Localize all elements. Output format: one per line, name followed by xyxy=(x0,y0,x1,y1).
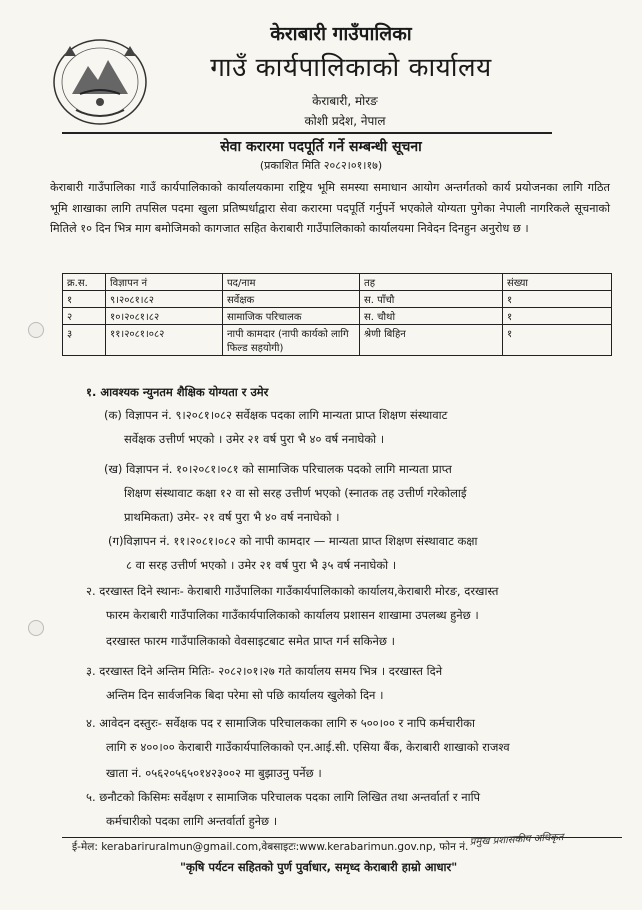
table-cell: स. चौथो xyxy=(360,308,503,325)
table-cell: १०।२०८१।८२ xyxy=(106,308,223,325)
municipality-name: केराबारी गाउँपालिका xyxy=(270,23,412,45)
table-cell: ९।२०८१।८२ xyxy=(106,291,223,308)
table-cell: १ xyxy=(503,308,612,325)
office-province: कोशी प्रदेश, नेपाल xyxy=(304,114,386,128)
vacancy-table xyxy=(62,273,612,356)
notice-intro: केराबारी गाउँपालिका गाउँ कार्यपालिकाको कार्यालयकामा राष्ट्रिय भूमि समस्या समाधान आयोग अन्तर्गतको कार्य प्रयोजनका लागि गठित भूमि शाखाका लागि तपसिल पदमा खुला प्रतिष्पर्धाद्वारा सेवा करारमा पदपूर्ति गर्नुपर्ने भएकोले योग्यता पुगेका नेपाली नागरिकले सूचनाको मितिले १० दिन भित्र माग बमोजिमको कागजात सहित केराबारी गाउँपालिकाको कार्यालयमा निवेदन दिनहुन अनुरोध छ । xyxy=(50,181,610,235)
deadline-line1: ३. दरखास्त दिने अन्तिम मितिः- २०८२।०१।२७ गते कार्यालय समय भित्र । दरखास्त दिने xyxy=(86,664,443,678)
deadline-line2: अन्तिम दिन सार्वजनिक बिदा परेमा सो पछि कार्यालय खुलेको दिन । xyxy=(106,688,384,702)
footer-contact: ई-मेल: kerabariruralmun@gmail.com,वेबसाइटः:www.kerabarimun.gov.np, फोन नं. xyxy=(72,841,469,853)
qualification-b-line1: (ख) विज्ञापन नं. १०।२०८१।०८१ को सामाजिक परिचालक पदको लागि मान्यता प्राप्त xyxy=(104,462,452,476)
column-header: संख्या xyxy=(503,274,612,291)
qualification-b-line2: शिक्षण संस्थावाट कक्षा १२ वा सो सरह उत्तीर्ण भएको (स्नातक तह उत्तीर्ण गरेकोलाई xyxy=(124,486,467,500)
table-header-row xyxy=(63,274,612,291)
office-location: केराबारी, मोरङ xyxy=(312,94,378,108)
officer-signature-stamp: प्रमुख प्रशासकीय अधिकृत xyxy=(469,832,564,848)
footer-slogan: "कृषि पर्यटन सहितको पुर्ण पुर्वाधार, समृध्द केराबारी हाम्रो आधार" xyxy=(180,860,458,874)
fee-line1: ४. आवेदन दस्तुरः- सर्वेक्षक पद र सामाजिक परिचालकका लागि रु ५००।०० र नापि कर्मचारीका xyxy=(86,716,475,730)
publish-date: (प्रकाशित मिति २०८२।०१।१७) xyxy=(259,159,383,172)
column-header: पद/नाम xyxy=(223,274,360,291)
table-cell: ३ xyxy=(63,325,106,356)
table-cell: श्रेणी बिहिन xyxy=(360,325,503,356)
table-cell: स. पाँचौ xyxy=(360,291,503,308)
table-cell: ११।२०८१।०८२ xyxy=(106,325,223,356)
column-header: तह xyxy=(360,274,503,291)
table-cell: सामाजिक परिचालक xyxy=(223,308,360,325)
fee-line3: खाता नं. ०५६२०५६५०१४२३००२ मा बुझाउनु पर्नेछ । xyxy=(106,766,322,780)
qualification-b-line3: प्राथमिकता) उमेर- २१ वर्ष पुरा भै ४० वर्ष ननाघेको । xyxy=(124,510,340,524)
application-place-line2: फारम केराबारी गाउँपालिका गाउँकार्यपालिकाको कार्यालय प्रशासन शाखामा उपलब्ध हुनेछ । xyxy=(106,608,479,622)
qualification-a-line2: सर्वेक्षक उत्तीर्ण भएको । उमेर २१ वर्ष पुरा भै ४० वर्ष ननाघेको । xyxy=(124,432,385,446)
table-row xyxy=(63,308,612,325)
table-row xyxy=(63,325,612,356)
table-cell: नापी कामदार (नापी कार्यको लागि फिल्ड सहयोगी) xyxy=(223,325,360,356)
table-cell: सर्वेक्षक xyxy=(223,291,360,308)
selection-line1: ५. छनौटको किसिमः सर्वेक्षण र सामाजिक परिचालक पदका लागि लिखित तथा अन्तर्वार्ता र नापि xyxy=(86,790,481,804)
punch-hole xyxy=(28,620,44,636)
column-header: विज्ञापन नं xyxy=(106,274,223,291)
notice-title: सेवा करारमा पदपूर्ति गर्ने सम्बन्धी सूचना xyxy=(220,139,422,155)
qualification-heading: १. आवश्यक न्युनतम शैक्षिक योग्यता र उमेर xyxy=(86,385,269,399)
qualification-c-line1: (ग)विज्ञापन नं. ११।२०८१।०८२ को नापी कामदार — मान्यता प्राप्त शिक्षण संस्थावाट कक्षा xyxy=(108,534,478,548)
qualification-c-line2: ८ वा सरह उत्तीर्ण भएको । उमेर २१ वर्ष पुरा भै ३५ वर्ष ननाघेको । xyxy=(126,558,397,572)
column-header: क्र.स. xyxy=(63,274,106,291)
qualification-a-line1: (क) विज्ञापन नं. ९।२०८१।०८२ सर्वेक्षक पदका लागि मान्यता प्राप्त शिक्षण संस्थावाट xyxy=(104,408,448,422)
office-name: गाउँ कार्यपालिकाको कार्यालय xyxy=(210,53,492,83)
table-cell: १ xyxy=(63,291,106,308)
application-place-line1: २. दरखास्त दिने स्थानः- केराबारी गाउँपालिका गाउँकार्यपालिकाको कार्यालय,केराबारी मोरङ, दरखास्त xyxy=(86,584,499,598)
application-place-line3: दरखास्त फारम गाउँपालिकाको वेवसाइटबाट समेत प्राप्त गर्न सकिनेछ । xyxy=(106,634,395,648)
selection-line2: कर्मचारीको पदका लागि अन्तर्वार्ता हुनेछ । xyxy=(106,814,278,828)
table-row xyxy=(63,291,612,308)
table-cell: १ xyxy=(503,325,612,356)
fee-line2: लागि रु ४००।०० केराबारी गाउँकार्यपालिकाको एन.आई.सी. एसिया बैंक, केराबारी शाखाको राजश्व xyxy=(106,740,510,754)
punch-hole xyxy=(28,322,44,338)
table-cell: १ xyxy=(503,291,612,308)
table-cell: २ xyxy=(63,308,106,325)
header-divider xyxy=(62,132,552,134)
